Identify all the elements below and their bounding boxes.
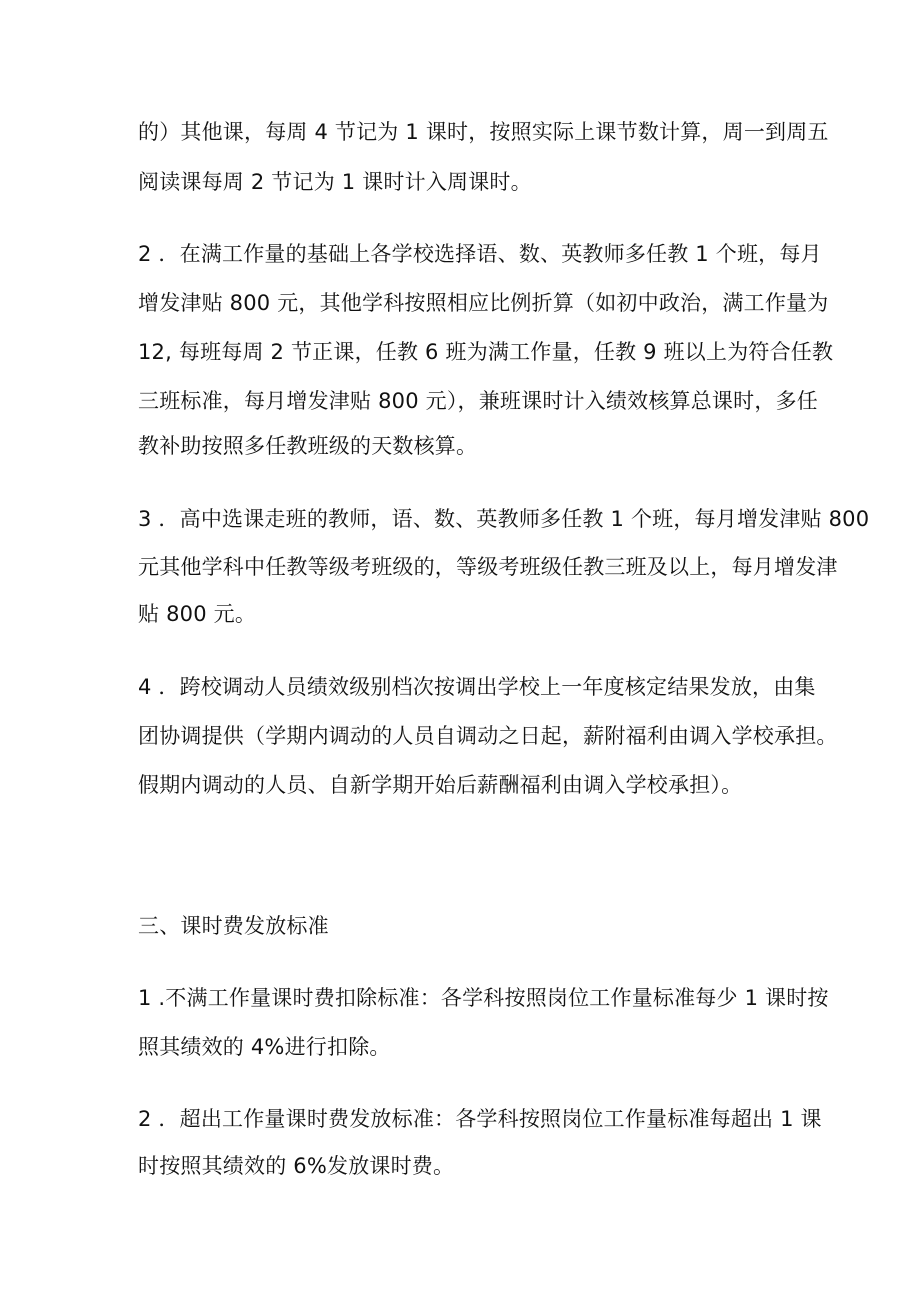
paragraph-3-line-2: 元其他学科中任教等级考班级的，等级考班级任教三班及以上，每月增发津: [138, 555, 838, 579]
paragraph-intro-line-2: 阅读课每周 2 节记为 1 课时计入周课时。: [138, 170, 532, 194]
paragraph-3-line-3: 贴 800 元。: [138, 602, 257, 626]
section-item-1-line-2: 照其绩效的 4%进行扣除。: [138, 1035, 391, 1059]
paragraph-2-line-1: 2 ．在满工作量的基础上各学校选择语、数、英教师多任教 1 个班，每月: [138, 242, 822, 266]
section-heading: 三、课时费发放标准: [138, 914, 329, 938]
paragraph-4-line-2: 团协调提供（学期内调动的人员自调动之日起，薪附福利由调入学校承担。: [138, 724, 838, 748]
section-item-2-line-1: 2 ．超出工作量课时费发放标准：各学科按照岗位工作量标准每超出 1 课: [138, 1107, 822, 1131]
paragraph-3-line-1: 3 ．高中选课走班的教师，语、数、英教师多任教 1 个班，每月增发津贴 800: [138, 507, 870, 531]
paragraph-4-line-3: 假期内调动的人员、自新学期开始后薪酬福利由调入学校承担）。: [138, 773, 743, 797]
paragraph-2-line-2: 增发津贴 800 元，其他学科按照相应比例折算（如初中政治，满工作量为: [138, 291, 829, 315]
paragraph-2-line-5: 教补助按照多任教班级的天数核算。: [138, 434, 478, 458]
paragraph-2-line-3: 12, 每班每周 2 节正课，任教 6 班为满工作量，任教 9 班以上为符合任教: [138, 340, 834, 364]
section-item-1-line-1: 1 .不满工作量课时费扣除标准：各学科按照岗位工作量标准每少 1 课时按: [138, 986, 829, 1010]
paragraph-2-line-4: 三班标准，每月增发津贴 800 元），兼班课时计入绩效核算总课时，多任: [138, 389, 818, 413]
paragraph-4-line-1: 4 ．跨校调动人员绩效级别档次按调出学校上一年度核定结果发放，由集: [138, 675, 816, 699]
section-item-2-line-2: 时按照其绩效的 6%发放课时费。: [138, 1154, 455, 1178]
paragraph-intro-line-1: 的）其他课，每周 4 节记为 1 课时，按照实际上课节数计算，周一到周五: [138, 120, 829, 144]
